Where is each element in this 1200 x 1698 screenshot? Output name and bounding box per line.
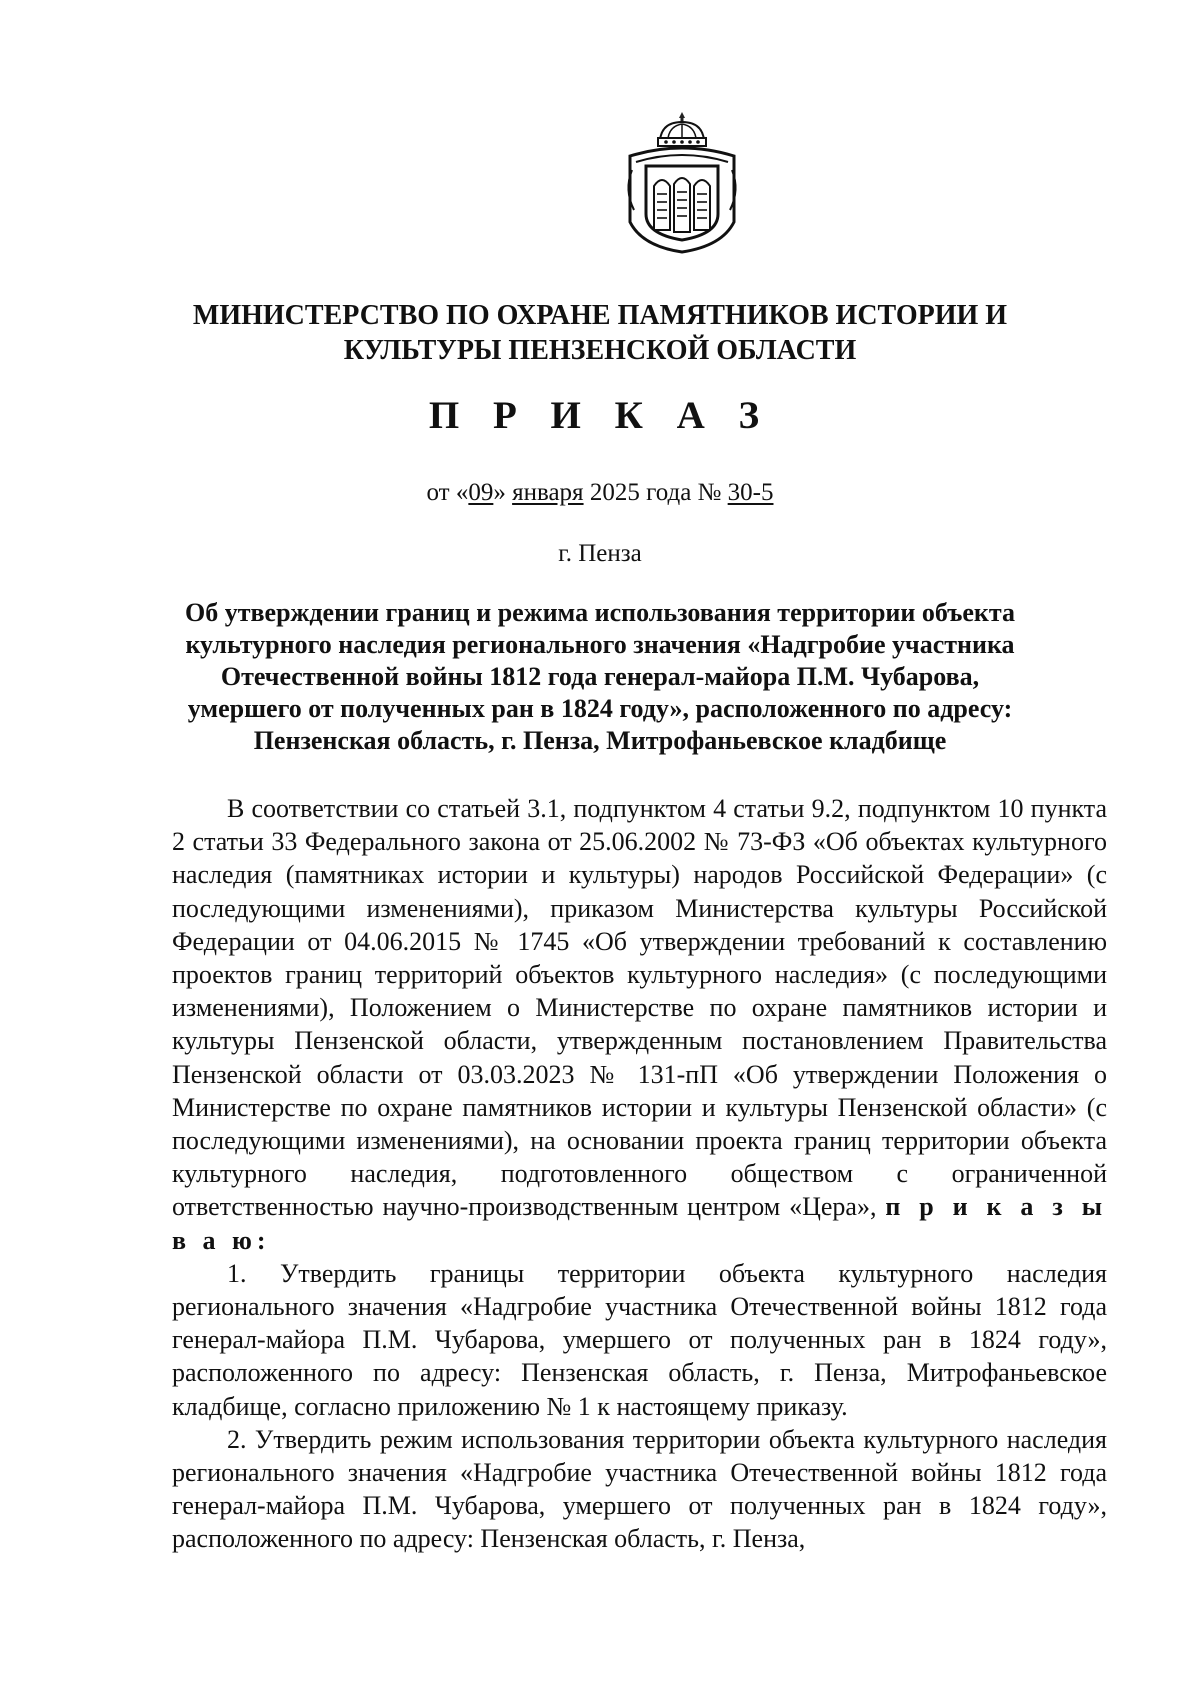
order-body	[172, 792, 1107, 1556]
order-mid: »	[493, 479, 513, 506]
order-day: 09	[468, 479, 494, 506]
item-1: 1. Утвердить границы территории объекта культурного наследия регионального значения «Надгробие участника Отечественной войны 1812 года генерал-майора П.М. Чубарова, умершего от полученных ран в 1824 году», расположенного по адресу: Пензенская область, г. Пенза, Митрофаньевское кладбище, согласно приложению № 1 к настоящему приказу.	[172, 1258, 1107, 1421]
subject-line-2: культурного наследия регионального значения «Надгробие участника	[185, 630, 1015, 659]
subject-line-4: умершего от полученных ран в 1824 году», расположенного по адресу:	[187, 694, 1013, 723]
order-number: 30-5	[727, 479, 774, 506]
order-year-part: 2025 года №	[583, 479, 728, 506]
ministry-line-2: КУЛЬТУРЫ ПЕНЗЕНСКОЙ ОБЛАСТИ	[343, 335, 857, 366]
ministry-line-1: МИНИСТЕРСТВО ПО ОХРАНЕ ПАМЯТНИКОВ ИСТОРИИ И	[192, 300, 1008, 331]
preamble-paragraph	[172, 792, 1107, 1257]
subject-line-5: Пензенская область, г. Пенза, Митрофаньевское кладбище	[253, 726, 947, 755]
subject-line-1: Об утверждении границ и режима использования территории объекта	[185, 598, 1015, 627]
subject-line-3: Отечественной войны 1812 года генерал-майора П.М. Чубарова,	[220, 662, 980, 691]
order-title: П Р И К А З	[428, 394, 772, 437]
order-month: января	[512, 479, 584, 506]
coat-of-arms-icon	[622, 110, 742, 256]
city: г. Пенза	[558, 540, 642, 567]
order-verb: п р и к а з ы в а ю:	[172, 1192, 1108, 1255]
order-date-number	[300, 477, 900, 509]
item-2: 2. Утвердить режим использования территории объекта культурного наследия регионального значения «Надгробие участника Отечественной войны 1812 года генерал-майора П.М. Чубарова, умершего от полученных ран в 1824 году», расположенного по адресу: Пензенская область, г. Пенза,	[172, 1424, 1107, 1554]
ministry-name	[160, 298, 1040, 368]
preamble-text: В соответствии со статьей 3.1, подпунктом 4 статьи 9.2, подпунктом 10 пункта 2 статьи 33 Федерального закона от 25.06.2002 № 73-ФЗ «Об объектах культурного наследия (памятниках истории и культуры) народов Российской Федерации» (с последующими изменениями), приказом Министерства культуры Российской Федерации от 04.06.2015 № 1745 «Об утверждении требований к составлению проектов границ территорий объектов культурного наследия» (с последующими изменениями), Положением о Министерстве по охране памятников истории и культуры Пензенской области, утвержденным постановлением Правительства Пензенской области от 03.03.2023 № 131-пП «Об утверждении Положения о Министерстве по охране памятников истории и культуры Пензенской области» (с последующими изменениями), на основании проекта границ территории объекта культурного наследия, подготовленного обществом с ограниченной ответственностью научно-производственным центром «Цера»,	[172, 794, 1107, 1222]
order-prefix: от «	[426, 479, 469, 506]
order-subject	[170, 597, 1030, 757]
